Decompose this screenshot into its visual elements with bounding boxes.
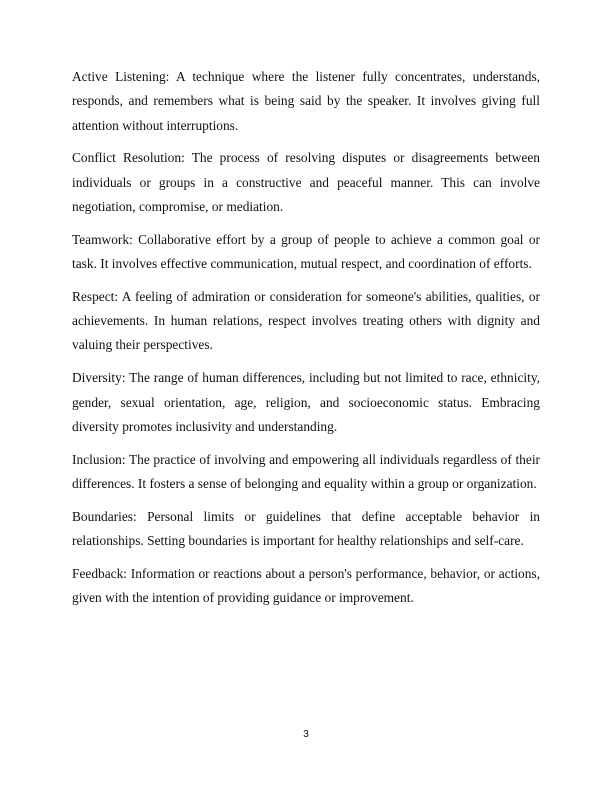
definition-diversity: Diversity: The range of human differences, including but not limited to race, ethnicity, gender, sexual orientation, age, religion, and socioeconomic status. Embracing diversity promotes inclusivity and understanding. [72,370,540,434]
definition-conflict-resolution: Conflict Resolution: The process of resolving disputes or disagreements between individuals or groups in a constructive and peaceful manner. This can involve negotiation, compromise, or mediation. [72,150,540,214]
definition-respect: Respect: A feeling of admiration or consideration for someone's abilities, qualities, or achievements. In human relations, respect involves treating others with dignity and valuing their perspectives. [72,288,540,353]
definition-active-listening: Active Listening: A technique where the listener fully concentrates, understands, responds, and remembers what is being said by the speaker. It involves giving full attention without interruptions. [72,69,540,133]
definition-inclusion: Inclusion: The practice of involving and empowering all individuals regardless of their differences. It fosters a sense of belonging and equality within a group or organization. [72,451,540,491]
definition-boundaries: Boundaries: Personal limits or guidelines that define acceptable behavior in relationships. Setting boundaries is important for healthy relationships and self-care. [72,508,540,549]
definition-teamwork: Teamwork: Collaborative effort by a group of people to achieve a common goal or task. It involves effective communication, mutual respect, and coordination of efforts. [72,231,540,272]
document-body [72,65,540,619]
definition-feedback: Feedback: Information or reactions about a person's performance, behavior, or actions, given with the intention of providing guidance or improvement. [72,565,540,606]
page-number: 3 [303,729,309,740]
